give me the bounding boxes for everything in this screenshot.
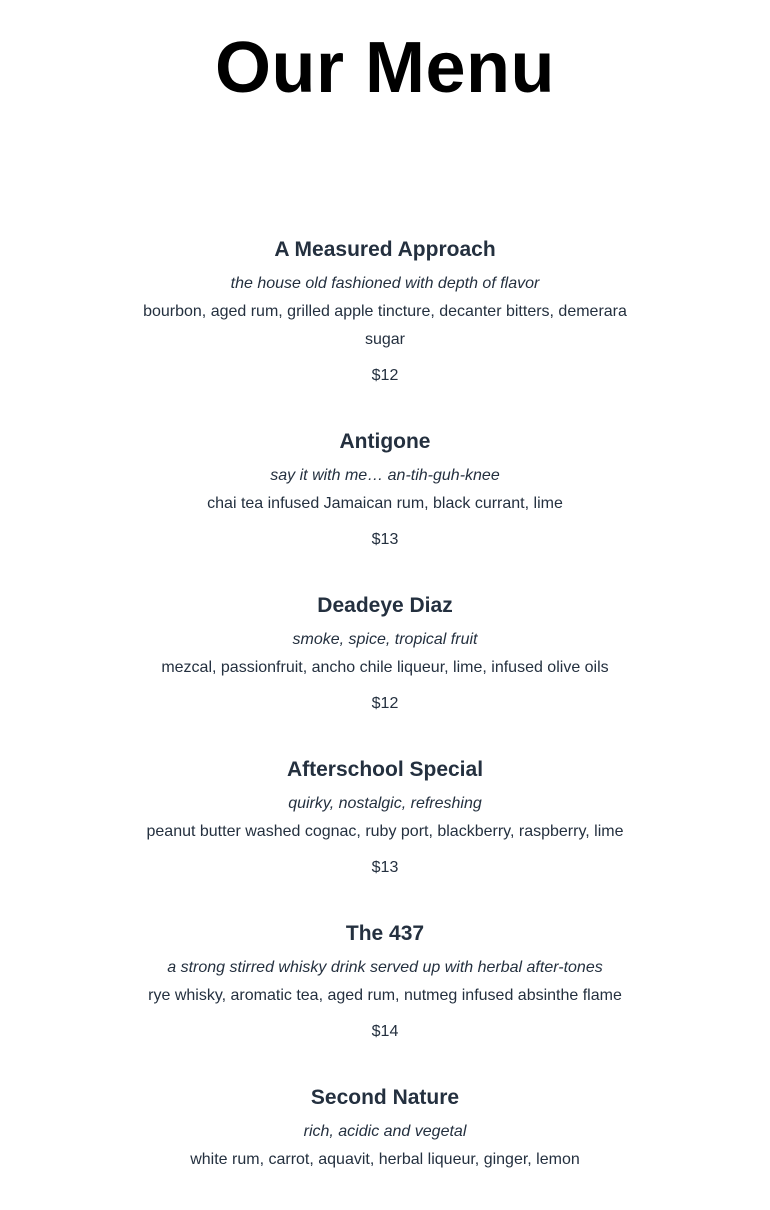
item-name: A Measured Approach (274, 238, 496, 261)
menu-list (0, 234, 770, 1210)
menu-item (0, 754, 770, 882)
item-ingredients: bourbon, aged rum, grilled apple tincture, decanter bitters, demerara sugar (143, 303, 627, 348)
item-name: The 437 (345, 922, 425, 945)
item-name: Afterschool Special (286, 758, 484, 781)
item-name: Antigone (339, 430, 431, 453)
item-ingredients: white rum, carrot, aquavit, herbal liqueur, ginger, lemon (190, 1151, 580, 1168)
item-price: $13 (371, 531, 399, 548)
menu-item (0, 590, 770, 718)
item-tagline: rich, acidic and vegetal (303, 1123, 467, 1140)
item-price: $13 (371, 859, 399, 876)
item-price: $14 (371, 1023, 399, 1040)
menu-item (0, 1082, 770, 1174)
item-name: Second Nature (310, 1086, 460, 1109)
item-tagline: smoke, spice, tropical fruit (292, 631, 478, 648)
item-tagline: a strong stirred whisky drink served up with herbal after-tones (167, 959, 603, 976)
item-price: $12 (371, 695, 399, 712)
menu-item (0, 234, 770, 390)
item-tagline: say it with me… an-tih-guh-knee (270, 467, 500, 484)
item-ingredients: rye whisky, aromatic tea, aged rum, nutmeg infused absinthe flame (148, 987, 622, 1004)
item-ingredients: mezcal, passionfruit, ancho chile liqueur, lime, infused olive oils (161, 659, 609, 676)
item-price: $12 (371, 367, 399, 384)
menu-item (0, 918, 770, 1046)
menu-item (0, 426, 770, 554)
page-title: Our Menu (215, 28, 555, 108)
item-tagline: the house old fashioned with depth of flavor (230, 275, 540, 292)
item-tagline: quirky, nostalgic, refreshing (288, 795, 482, 812)
item-ingredients: chai tea infused Jamaican rum, black currant, lime (207, 495, 563, 512)
item-name: Deadeye Diaz (317, 594, 453, 617)
item-ingredients: peanut butter washed cognac, ruby port, blackberry, raspberry, lime (146, 823, 624, 840)
